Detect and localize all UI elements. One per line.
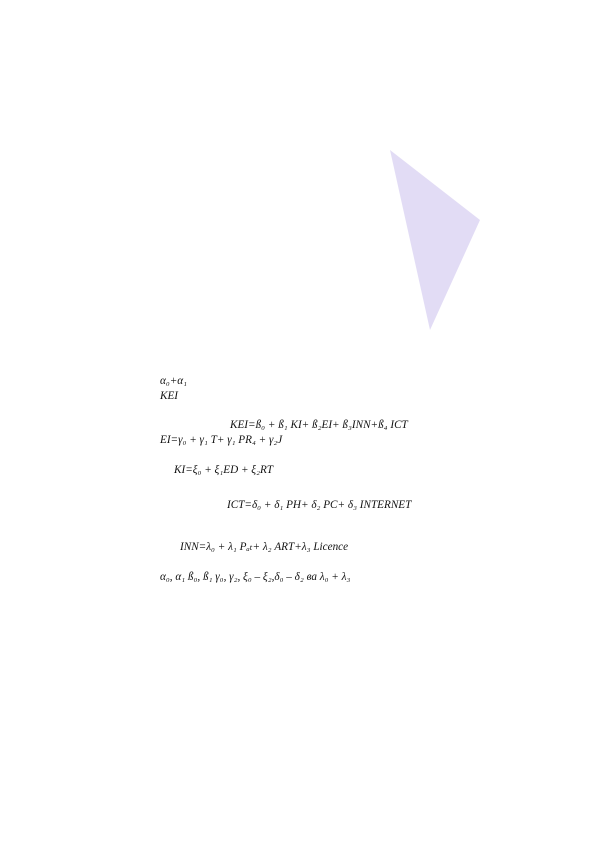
model-4: KI=ξ₀ + ξ₁ED + ξ₂RT xyxy=(174,463,274,476)
model-3: EI=γ₀ + γ₁ T+ γ₁ PR₄ + γ₂J xyxy=(160,434,283,446)
model-5-formula: ICT=δ₀ + δ₁ PH+ δ₂ PC+ δ₃ INTERNET xyxy=(227,499,412,511)
watermark-accent xyxy=(390,150,480,330)
legend-intro: α₀, α₁ ß₀, ß₁ γ₀, γ₂, ξ₀ – ξ₂,δ₀ – δ₂ ва λ₀ + λ₃ xyxy=(160,571,351,583)
model-2-formula: KEI=ß₀ + ß₁ KI+ ß₂EI+ ß₃INN+ß₄ ICT xyxy=(230,419,408,431)
model-1: α₀+α₁ KEI xyxy=(160,375,188,402)
model-6-formula: INN=λ₀ + λ₁ Pₐₜ+ λ₂ ART+λ₃ Licence xyxy=(180,541,349,553)
